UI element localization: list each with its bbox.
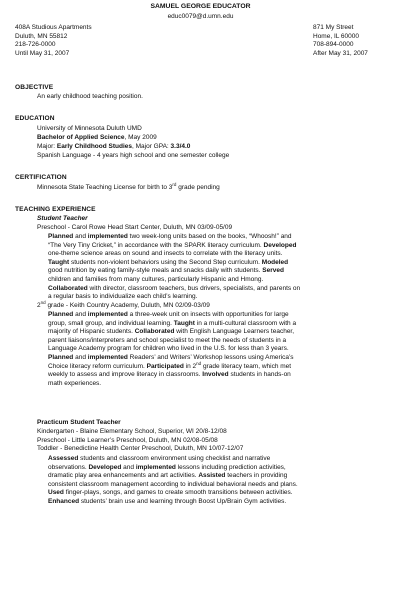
body-text: in 2 [183,362,197,370]
emphasis-text: Planned [48,311,74,318]
body-text: teachers in providing [225,472,288,480]
emphasis-text: implemented [87,233,128,240]
education-language: Spanish Language - 4 years high school and one semester college [37,152,230,159]
body-text: Readers’ and Writers’ Workshop lessons using America’s [127,353,294,361]
description-line [48,320,296,329]
description-line [48,472,298,481]
placement2-school: grade - Keith Country Academy, Duluth, MN 02/09-03/09 [45,302,210,309]
certification-text-before: Minnesota State Teaching License for birth to 3 [37,184,173,191]
gpa-value: 3.3/4.0 [170,143,191,150]
emphasis-text: Used [48,489,64,497]
address-left-line: 218-726-0000 [15,41,56,49]
description-line [48,285,300,294]
description-line [48,311,296,320]
placement2-grade: 2 [37,302,41,309]
body-text: Language Academy program for children who lived in the U.S. for less than 3 years. [48,345,289,353]
emphasis-text: Assessed [48,455,79,462]
body-text: a three-week unit on insects with opportunities for large [127,311,289,318]
body-text: with English Language Learners teacher, [174,328,295,336]
emphasis-text: Developed [263,241,297,249]
placement-second-grade [37,299,210,311]
education-degree [37,134,157,143]
address-right-line: 871 My Street [313,24,354,31]
description-line [48,328,296,337]
address-left-line: 408A Studious Apartments [15,24,92,31]
body-text: parent liaisons/interpreters and school specialist to meet the needs of students in a [48,336,287,344]
description-line [48,337,296,346]
body-text: in a multi-cultural classroom with a [194,319,297,327]
major-name: Early Childhood Studies [56,143,132,150]
description-line [48,489,298,498]
major-prefix: Major: [37,143,57,150]
description-line [48,345,296,354]
education-school: University of Minnesota Duluth UMD [37,125,142,132]
address-right-line: Home, IL 60000 [313,32,360,40]
body-text: students’ brain use and learning through Boost Up/Brain Gym activities. [79,497,287,505]
description-line [48,276,300,285]
certification-sup: rd [172,181,177,187]
body-text: nd [196,360,202,366]
emphasis-text: Enhanced [48,497,80,505]
body-text: two week-long units based on the books, “Whoosh!” and [127,233,292,240]
body-text: grade literacy team, which met [201,362,292,370]
body-text: a regular basis to individualize each child’s learning. [48,293,198,301]
email-address: educ0079@d.umn.edu [167,13,234,20]
description-line [48,293,300,302]
body-text: students in hands-on [228,371,291,379]
address-left-line: Until May 31, 2007 [15,49,70,57]
placement2-sup: nd [40,299,46,305]
description-line [48,498,298,507]
address-left-line: Duluth, MN 55812 [15,32,68,40]
body-text: majority of Hispanic students. [48,328,135,336]
body-text: children and families from many cultures, particularly Hispanic and Hmong. [48,275,264,283]
practicum-placement: Toddler - Benedictine Health Center Preschool, Duluth, MN 10/07-12/07 [37,445,244,453]
emphasis-text: Collaborated [48,284,88,292]
practicum-description [48,455,298,507]
address-right-line: 708-894-0000 [313,41,354,49]
body-text: one-theme science areas on sound and insects to correlate with the literacy units. [48,250,283,258]
emphasis-text: Assisted [198,472,226,480]
teaching-heading: TEACHING EXPERIENCE [15,206,96,213]
degree-label: Bachelor of Applied Science [37,134,125,141]
practicum-placements [37,428,243,454]
address-left [15,24,92,58]
body-text: and [121,463,136,471]
description-line [48,455,298,464]
body-text: math experiences. [48,379,102,387]
description-line [48,233,300,242]
practicum-placement: Preschool - Little Learner’s Preschool, Duluth, MN 02/08-05/08 [37,436,218,444]
body-text: lessons including prediction activities, [175,463,286,471]
emphasis-text: Participated [146,362,184,370]
body-text: and [73,233,88,240]
body-text: group, small group, and individual learning. [48,319,174,327]
description-line [48,360,296,372]
certification-heading: CERTIFICATION [15,174,67,181]
body-text: consistent classroom management according to individual behavioral needs and plans. [48,480,298,488]
description-line [48,371,296,380]
description-line [48,481,298,490]
emphasis-text: Modeled [261,258,289,266]
body-text: dramatic play area enhancements and art activities. [48,472,199,480]
emphasis-text: implemented [87,311,128,318]
education-heading: EDUCATION [15,115,55,122]
body-text: good nutrition by eating family-style meals and snacks daily with students. [48,267,263,275]
certification-text-after: grade pending [176,184,220,191]
address-right-line: After May 31, 2007 [313,49,368,57]
gpa-prefix: , Major GPA: [132,143,171,150]
objective-text: An early childhood teaching position. [37,93,143,100]
emphasis-text: Taught [48,258,70,266]
objective-heading: OBJECTIVE [15,84,54,91]
emphasis-text: Taught [173,319,195,327]
body-text: observations. [48,463,89,471]
body-text: with director, classroom teachers, bus drivers, specialists, and parents on [87,284,301,292]
practicum-title: Practicum Student Teacher [37,419,121,426]
degree-date: , May 2009 [124,134,157,141]
placement-preschool: Preschool - Carol Rowe Head Start Center, Duluth, MN 03/09-05/09 [37,224,233,231]
description-line [48,242,300,251]
description-line [48,267,300,276]
emphasis-text: implemented [87,353,128,361]
description-line [48,250,300,259]
body-text: and [73,353,88,361]
address-right [313,24,368,58]
body-text: Choice literacy reform curriculum. [48,362,147,370]
emphasis-text: Developed [88,463,122,471]
education-major [37,143,190,152]
description-line [48,464,298,473]
body-text: and [73,311,88,318]
body-text: “The Very Tiny Cricket,” in accordance with the SPARK literacy curriculum. [48,241,264,249]
emphasis-text: Planned [48,353,74,361]
emphasis-text: Planned [48,233,74,240]
body-text: students non-violent behaviors using the Second Step curriculum. [69,258,262,266]
description-line [48,259,300,268]
resume-name: SAMUEL GEORGE EDUCATOR [150,3,251,10]
practicum-placement: Kindergarten - Blaine Elementary School, Superior, WI 20/8-12/08 [37,428,227,435]
emphasis-text: Collaborated [134,328,175,336]
body-text: weekly to assess and improve literacy in classrooms. [48,371,203,379]
certification-text [37,181,220,193]
placement1-description [48,233,300,302]
emphasis-text: Involved [202,371,229,379]
student-teacher-title: Student Teacher [37,215,88,222]
emphasis-text: implemented [135,463,176,471]
emphasis-text: Served [262,267,284,275]
body-text: finger-plays, songs, and games to create smooth transitions between activities. [63,489,293,497]
description-line [48,380,296,389]
body-text: students and classroom environment using checklist and narrative [78,455,271,462]
placement2-description [48,311,296,388]
